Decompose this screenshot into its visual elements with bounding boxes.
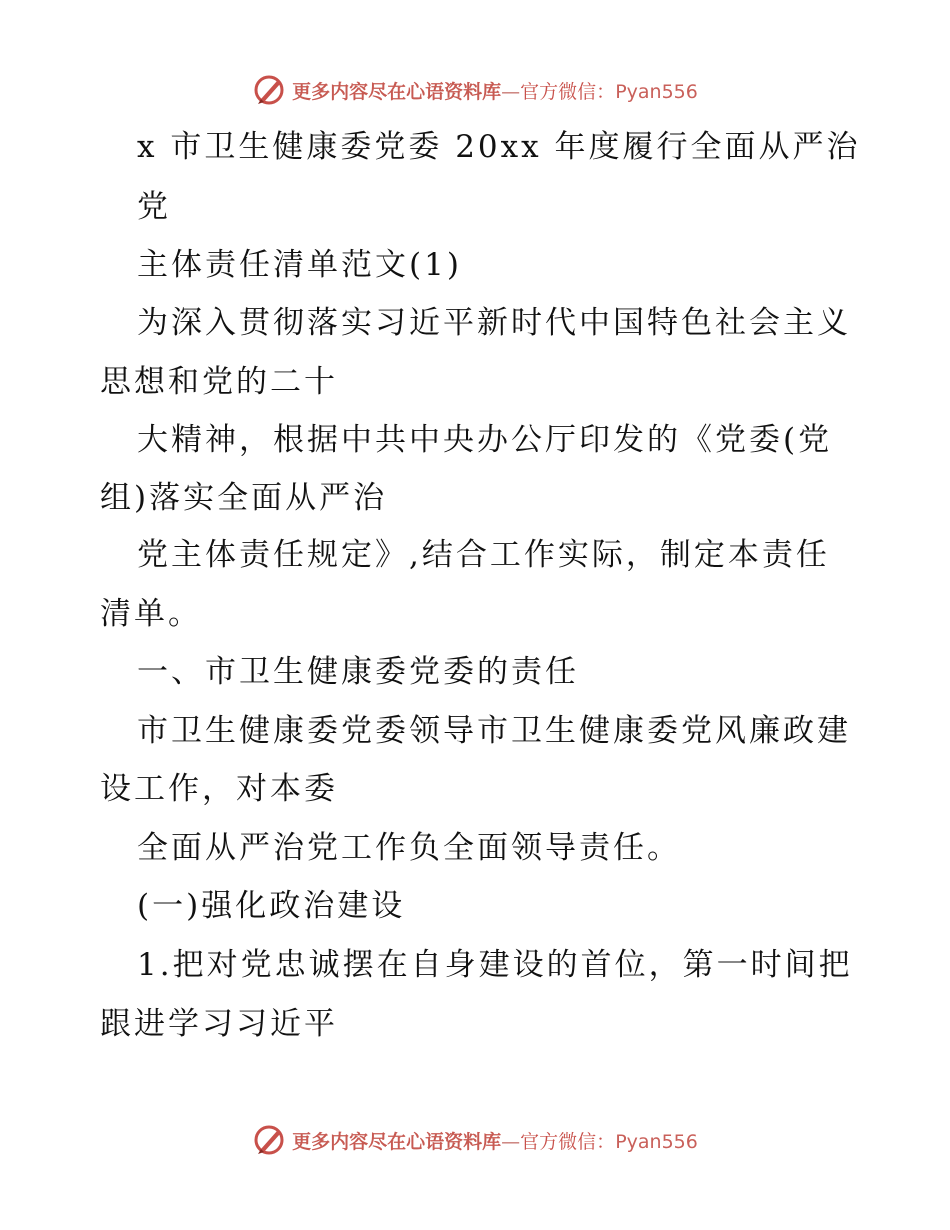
watermark-dash: — [501,1130,521,1153]
paragraph-3-line-1: 党主体责任规定》,结合工作实际，制定本责任 [137,537,830,573]
paragraph-5-line-1: 全面从严治党工作负全面领导责任。 [137,830,681,866]
title-line-3: 主体责任清单范文(1) [137,247,462,283]
paragraph-3-line-2: 清单。 [100,596,202,632]
pen-logo-icon [252,73,286,107]
paragraph-1-line-1: 为深入贯彻落实习近平新时代中国特色社会主义 [137,305,851,341]
watermark-text [292,1127,698,1154]
paragraph-1-line-2: 思想和党的二十 [100,364,338,400]
pen-logo-icon [252,1123,286,1157]
paragraph-6-line-1: 1.把对党忠诚摆在自身建设的首位，第一时间把 [137,947,853,983]
watermark-dash: — [501,80,521,103]
watermark-prefix: 更多内容尽在心语资料库 [292,80,502,103]
watermark-suffix: 官方微信： [520,80,616,103]
header-watermark [0,70,950,110]
watermark-account: Pyan556 [615,80,698,103]
watermark-text [292,77,698,104]
paragraph-2-line-2: 组)落实全面从严治 [100,480,388,516]
watermark-prefix: 更多内容尽在心语资料库 [292,1130,502,1153]
title-line-2: 党 [137,189,171,225]
title-line-1: x 市卫生健康委党委 20xx 年度履行全面从严治 [137,129,861,165]
paragraph-2-line-1: 大精神，根据中共中央办公厅印发的《党委(党 [137,422,833,458]
subsection-heading-1: (一)强化政治建设 [137,888,406,924]
section-heading-1: 一、市卫生健康委党委的责任 [137,654,579,690]
paragraph-6-line-2: 跟进学习习近平 [100,1006,338,1042]
paragraph-4-line-1: 市卫生健康委党委领导市卫生健康委党风廉政建 [137,713,851,749]
watermark-suffix: 官方微信： [520,1130,616,1153]
watermark-account: Pyan556 [615,1130,698,1153]
footer-watermark [0,1120,950,1160]
paragraph-4-line-2: 设工作，对本委 [100,771,338,807]
